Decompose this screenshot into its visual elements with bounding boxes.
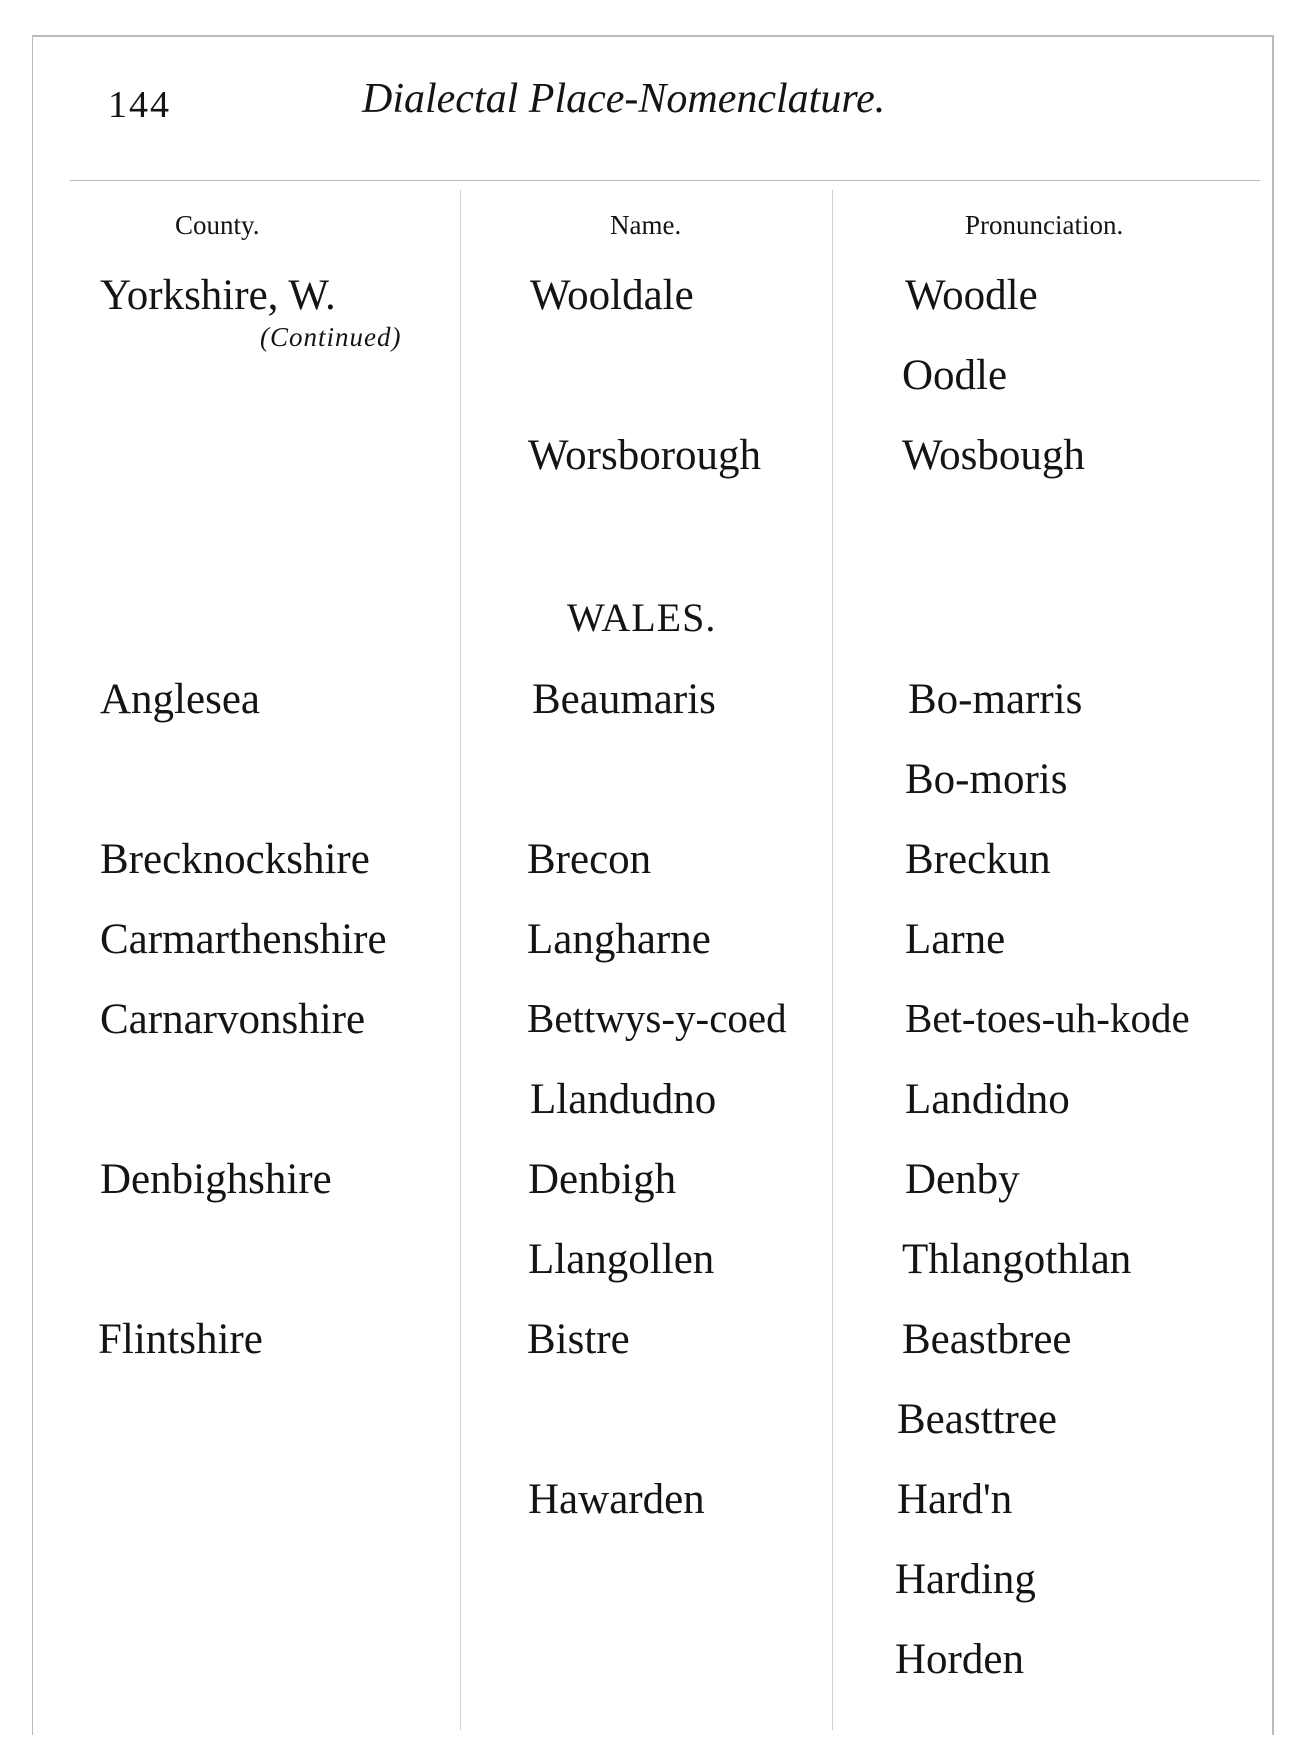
pronunciation-cell: Denby <box>905 1156 1020 1203</box>
pronunciation-cell: Beastbree <box>902 1316 1072 1363</box>
pronunciation-cell: Wosbough <box>902 432 1085 479</box>
county-cell: Flintshire <box>98 1316 263 1363</box>
county-cell: Carmarthenshire <box>100 916 387 963</box>
county-cell: Denbighshire <box>100 1156 332 1203</box>
pronunciation-cell: Beasttree <box>897 1396 1057 1443</box>
top-rule <box>32 35 1272 37</box>
pronunciation-cell: Landidno <box>905 1076 1070 1123</box>
column-header-county: County. <box>175 210 260 240</box>
pronunciation-cell: Breckun <box>905 836 1051 883</box>
pronunciation-cell: Hard'n <box>897 1476 1013 1523</box>
column-header-pronunciation: Pronunciation. <box>965 210 1124 240</box>
pronunciation-cell: Horden <box>895 1636 1024 1683</box>
right-rule <box>1272 35 1274 1735</box>
name-cell: Llandudno <box>530 1076 717 1123</box>
header-divider <box>70 180 1260 181</box>
county-cell: Carnarvonshire <box>100 996 366 1043</box>
pronunciation-cell: Bo-moris <box>905 756 1068 803</box>
name-cell: Bistre <box>527 1316 630 1363</box>
pronunciation-cell: Oodle <box>902 352 1008 399</box>
column-divider-1 <box>460 190 461 1730</box>
county-cell: Anglesea <box>100 676 260 723</box>
pronunciation-cell: Bo-marris <box>908 676 1083 723</box>
name-cell: Worsborough <box>528 432 762 479</box>
county-cell: Brecknockshire <box>100 836 370 883</box>
name-cell: Llangollen <box>528 1236 715 1283</box>
name-cell: Hawarden <box>528 1476 705 1523</box>
name-cell: Langharne <box>527 916 711 963</box>
pronunciation-cell: Bet-toes-uh-kode <box>905 995 1190 1041</box>
name-cell: Bettwys-y-coed <box>527 995 787 1041</box>
page-number: 144 <box>108 84 171 126</box>
name-cell: Denbigh <box>528 1156 677 1203</box>
pronunciation-cell: Larne <box>905 916 1006 963</box>
left-rule <box>32 35 33 1735</box>
column-header-name: Name. <box>610 210 682 240</box>
running-title: Dialectal Place-Nomenclature. <box>362 76 886 122</box>
name-cell: Wooldale <box>530 272 694 319</box>
continued-note: (Continued) <box>260 322 402 352</box>
pronunciation-cell: Harding <box>895 1556 1036 1603</box>
pronunciation-cell: Thlangothlan <box>902 1236 1132 1283</box>
section-heading-wales: WALES. <box>567 595 717 640</box>
name-cell: Brecon <box>527 836 652 883</box>
pronunciation-cell: Woodle <box>905 272 1038 319</box>
column-divider-2 <box>832 190 833 1730</box>
name-cell: Beaumaris <box>532 676 716 723</box>
county-cell: Yorkshire, W. <box>100 272 336 319</box>
